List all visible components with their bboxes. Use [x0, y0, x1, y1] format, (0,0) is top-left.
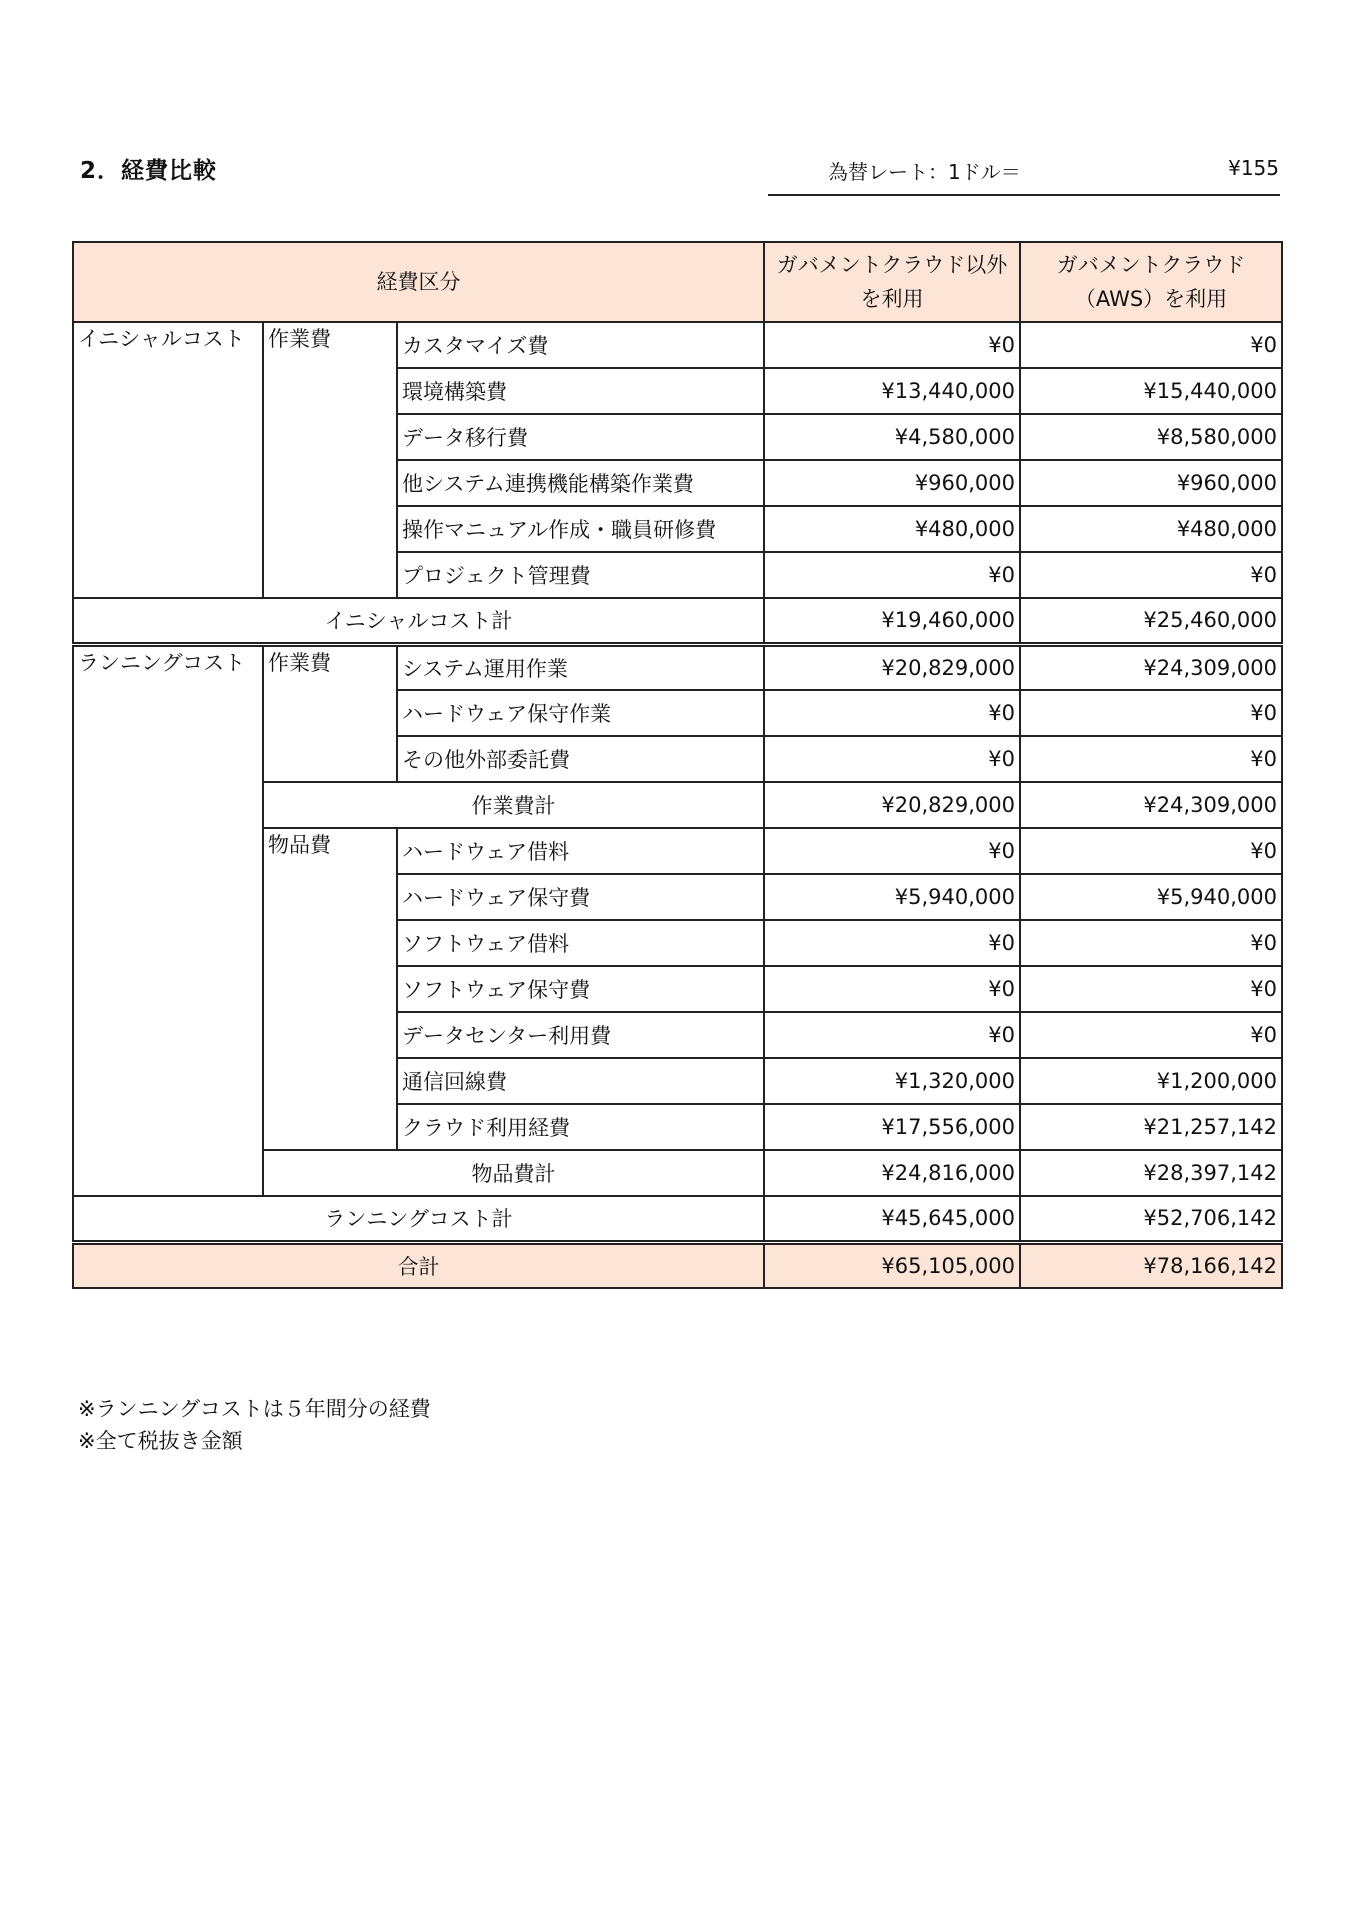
table-row	[73, 644, 1282, 690]
item-label: 操作マニュアル作成・職員研修費	[397, 506, 764, 552]
amount-gov: ¥0	[1020, 552, 1282, 598]
amount-non-gov: ¥20,829,000	[764, 644, 1020, 690]
header-category: 経費区分	[73, 242, 764, 322]
amount-gov: ¥5,940,000	[1020, 874, 1282, 920]
item-label: 他システム連携機能構築作業費	[397, 460, 764, 506]
exchange-rate-label: 為替レート：1ドル＝	[828, 160, 1021, 184]
header-non-gov-cloud-line2: を利用	[860, 287, 924, 311]
amount-gov: ¥1,200,000	[1020, 1058, 1282, 1104]
running-total-gov: ¥52,706,142	[1020, 1196, 1282, 1242]
amount-gov: ¥0	[1020, 966, 1282, 1012]
grand-total-row	[73, 1242, 1282, 1288]
goods-subtotal-gov: ¥28,397,142	[1020, 1150, 1282, 1196]
exchange-rate-underline	[768, 194, 1280, 196]
amount-non-gov: ¥0	[764, 828, 1020, 874]
item-label: システム運用作業	[397, 644, 764, 690]
note-tax-excluded: ※全て税抜き金額	[78, 1429, 243, 1453]
running-goods-group-label: 物品費	[263, 828, 397, 1150]
amount-gov: ¥0	[1020, 1012, 1282, 1058]
item-label: データ移行費	[397, 414, 764, 460]
initial-total-gov: ¥25,460,000	[1020, 598, 1282, 644]
exchange-rate-value: ¥155	[1228, 156, 1279, 180]
page-title: 2．経費比較	[80, 158, 218, 184]
initial-total-non-gov: ¥19,460,000	[764, 598, 1020, 644]
running-total-row	[73, 1196, 1282, 1242]
item-label: ソフトウェア借料	[397, 920, 764, 966]
header-non-gov-cloud	[764, 242, 1020, 322]
cost-comparison-table	[72, 241, 1283, 1289]
item-label: カスタマイズ費	[397, 322, 764, 368]
amount-gov: ¥960,000	[1020, 460, 1282, 506]
table-header-row	[73, 242, 1282, 322]
grand-total-non-gov: ¥65,105,000	[764, 1242, 1020, 1288]
initial-cost-label: イニシャルコスト	[73, 322, 263, 598]
goods-subtotal-non-gov: ¥24,816,000	[764, 1150, 1020, 1196]
header-gov-cloud-aws	[1020, 242, 1282, 322]
amount-gov: ¥0	[1020, 736, 1282, 782]
running-total-non-gov: ¥45,645,000	[764, 1196, 1020, 1242]
grand-total-label: 合計	[73, 1242, 764, 1288]
amount-non-gov: ¥0	[764, 920, 1020, 966]
header-non-gov-cloud-line1: ガバメントクラウド以外	[776, 253, 1008, 277]
amount-non-gov: ¥1,320,000	[764, 1058, 1020, 1104]
item-label: ハードウェア借料	[397, 828, 764, 874]
amount-non-gov: ¥0	[764, 322, 1020, 368]
item-label: クラウド利用経費	[397, 1104, 764, 1150]
amount-gov: ¥0	[1020, 828, 1282, 874]
amount-gov: ¥21,257,142	[1020, 1104, 1282, 1150]
amount-non-gov: ¥960,000	[764, 460, 1020, 506]
amount-gov: ¥8,580,000	[1020, 414, 1282, 460]
amount-non-gov: ¥0	[764, 1012, 1020, 1058]
amount-gov: ¥0	[1020, 690, 1282, 736]
table-row	[73, 322, 1282, 368]
amount-gov: ¥24,309,000	[1020, 644, 1282, 690]
amount-gov: ¥0	[1020, 920, 1282, 966]
amount-non-gov: ¥4,580,000	[764, 414, 1020, 460]
running-work-group-label: 作業費	[263, 644, 397, 782]
header-gov-cloud-line2: （AWS）を利用	[1074, 287, 1228, 311]
item-label: 環境構築費	[397, 368, 764, 414]
running-total-label: ランニングコスト計	[73, 1196, 764, 1242]
amount-gov: ¥0	[1020, 322, 1282, 368]
initial-total-label: イニシャルコスト計	[73, 598, 764, 644]
item-label: ソフトウェア保守費	[397, 966, 764, 1012]
item-label: その他外部委託費	[397, 736, 764, 782]
amount-gov: ¥15,440,000	[1020, 368, 1282, 414]
amount-non-gov: ¥5,940,000	[764, 874, 1020, 920]
item-label: ハードウェア保守作業	[397, 690, 764, 736]
item-label: プロジェクト管理費	[397, 552, 764, 598]
goods-subtotal-label: 物品費計	[263, 1150, 764, 1196]
amount-non-gov: ¥0	[764, 690, 1020, 736]
amount-non-gov: ¥0	[764, 736, 1020, 782]
note-running-period: ※ランニングコストは５年間分の経費	[78, 1397, 431, 1421]
amount-non-gov: ¥13,440,000	[764, 368, 1020, 414]
running-cost-label: ランニングコスト	[73, 644, 263, 1196]
work-subtotal-gov: ¥24,309,000	[1020, 782, 1282, 828]
notes	[78, 1393, 431, 1457]
amount-non-gov: ¥480,000	[764, 506, 1020, 552]
item-label: ハードウェア保守費	[397, 874, 764, 920]
item-label: データセンター利用費	[397, 1012, 764, 1058]
initial-work-group-label: 作業費	[263, 322, 397, 598]
amount-non-gov: ¥0	[764, 966, 1020, 1012]
work-subtotal-non-gov: ¥20,829,000	[764, 782, 1020, 828]
amount-non-gov: ¥17,556,000	[764, 1104, 1020, 1150]
amount-non-gov: ¥0	[764, 552, 1020, 598]
amount-gov: ¥480,000	[1020, 506, 1282, 552]
item-label: 通信回線費	[397, 1058, 764, 1104]
initial-total-row	[73, 598, 1282, 644]
grand-total-gov: ¥78,166,142	[1020, 1242, 1282, 1288]
header-gov-cloud-line1: ガバメントクラウド	[1056, 253, 1246, 277]
work-subtotal-label: 作業費計	[263, 782, 764, 828]
